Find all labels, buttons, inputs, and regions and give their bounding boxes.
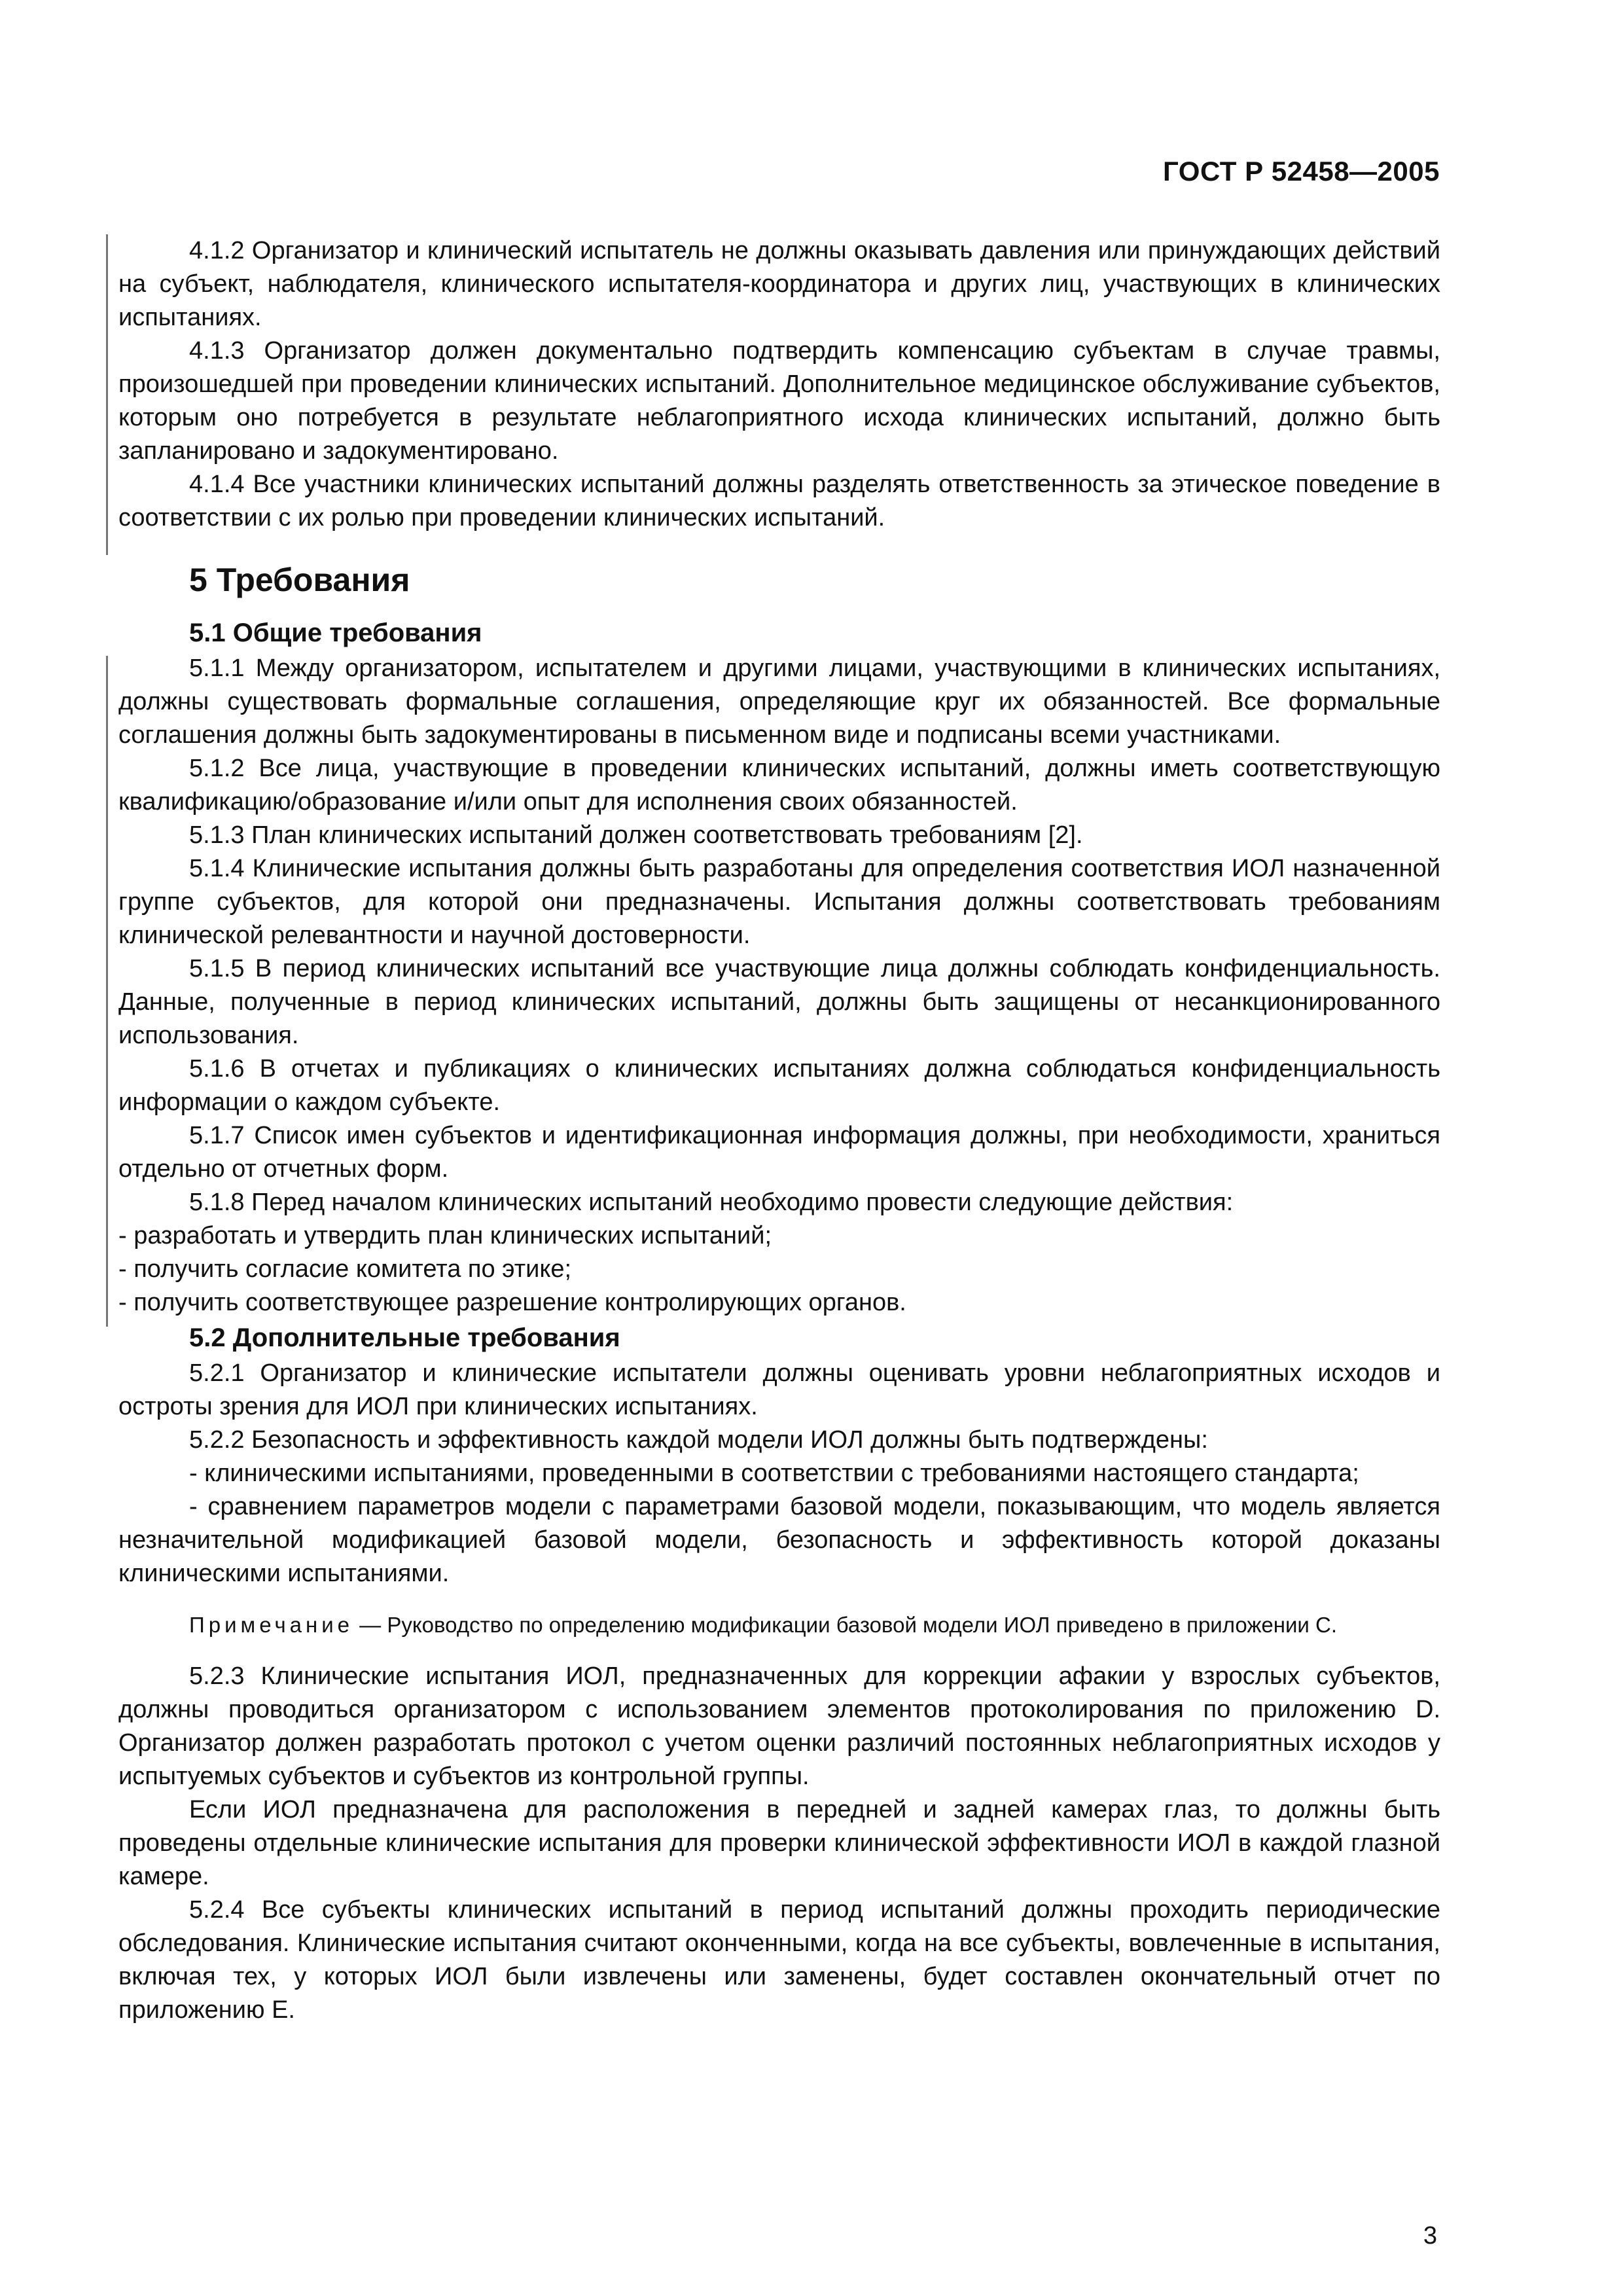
paragraph-5-1-8: 5.1.8 Перед началом клинических испытаний необходимо провести следующие действия:: [189, 1189, 1234, 1216]
note: [118, 1610, 1440, 1640]
list-item: - клиническими испытаниями, проведенными в соответствии с требованиями настоящего стандарта;: [189, 1460, 1359, 1487]
list-item: - разработать и утвердить план клинических испытаний;: [118, 1222, 772, 1249]
paragraph-4-1-4: 4.1.4 Все участники клинических испытаний должны разделять ответственность за этическое поведение в соответствии с их ролью при проведении клинических испытаний.: [118, 471, 1440, 531]
paragraph-4-1-3: 4.1.3 Организатор должен документально подтвердить компенсацию субъектам в случае травмы, произошедшей при проведении клинических испытаний. Дополнительное медицинское обслуживание субъектов, которым оно потребуется в результате неблагоприятного исхода клинических испытаний, должно быть запланировано и задокументировано.: [118, 337, 1440, 465]
paragraph-5-2-3: 5.2.3 Клинические испытания ИОЛ, предназначенных для коррекции афакии у взрослых субъектов, должны проводиться организатором с использованием элементов протоколирования по приложению D. Организатор должен разработать протокол с учетом оценки различий постоянных неблагоприятных исходов у испытуемых субъектов и субъектов из контрольной группы.: [118, 1662, 1440, 1790]
page-number: 3: [1423, 2222, 1437, 2250]
paragraph-5-1-1: 5.1.1 Между организатором, испытателем и другими лицами, участвующими в клинических испытаниях, должны существовать формальные соглашения, определяющие круг их обязанностей. Все формальные соглашения должны быть задокументированы в письменном виде и подписаны всеми участниками.: [118, 655, 1440, 749]
paragraph-4-1-2: 4.1.2 Организатор и клинический испытатель не должны оказывать давления или принуждающих действий на субъект, наблюдателя, клинического испытателя-координатора и других лиц, участвующих в клинических испытаниях.: [118, 237, 1440, 331]
note-label: Примечание: [189, 1613, 354, 1637]
paragraph-5-1-4: 5.1.4 Клинические испытания должны быть разработаны для определения соответствия ИОЛ назначенной группе субъектов, для которой они предназначены. Испытания должны соответствовать требованиям клинической релевантности и научной достоверности.: [118, 855, 1440, 949]
paragraph-5-2-4: 5.2.4 Все субъекты клинических испытаний в период испытаний должны проходить периодические обследования. Клинические испытания считают оконченными, когда на все субъекты, вовлеченные в испытания, включая тех, у которых ИОЛ были извлечены или заменены, будет составлен окончательный отчет по приложению Е.: [118, 1896, 1440, 2024]
subsection-title-5-2: 5.2 Дополнительные требования: [189, 1323, 620, 1352]
list-item: - получить согласие комитета по этике;: [118, 1255, 572, 1283]
list-item: - получить соответствующее разрешение контролирующих органов.: [118, 1289, 906, 1316]
paragraph-5-2-3-continued: Если ИОЛ предназначена для расположения в передней и задней камерах глаз, то должны быть проведены отдельные клинические испытания для проверки клинической эффективности ИОЛ в каждой глазной камере.: [118, 1796, 1440, 1890]
paragraph-5-1-3: 5.1.3 План клинических испытаний должен соответствовать требованиям [2].: [189, 821, 1083, 849]
paragraph-5-1-2: 5.1.2 Все лица, участвующие в проведении клинических испытаний, должны иметь соответствующую квалификацию/образование и/или опыт для исполнения своих обязанностей.: [118, 755, 1440, 816]
change-bar: [106, 234, 108, 555]
paragraph-5-1-6: 5.1.6 В отчетах и публикациях о клинических испытаниях должна соблюдаться конфиденциальность информации о каждом субъекте.: [118, 1055, 1440, 1116]
standard-code-header: ГОСТ Р 52458—2005: [1163, 156, 1440, 187]
paragraph-5-2-2: 5.2.2 Безопасность и эффективность каждой модели ИОЛ должны быть подтверждены:: [189, 1426, 1208, 1454]
document-body: [118, 234, 1440, 2027]
paragraph-5-1-7: 5.1.7 Список имен субъектов и идентификационная информация должны, при необходимости, храниться отдельно от отчетных форм.: [118, 1122, 1440, 1183]
change-bar: [106, 656, 108, 1327]
list-item: - сравнением параметров модели с параметрами базовой модели, показывающим, что модель является незначительной модификацией базовой модели, безопасность и эффективность которой доказаны клиническими испытаниями.: [118, 1493, 1440, 1587]
note-text: — Руководство по определению модификации базовой модели ИОЛ приведено в приложении С.: [353, 1613, 1338, 1637]
section-title-5: 5 Требования: [189, 562, 410, 598]
subsection-title-5-1: 5.1 Общие требования: [189, 619, 482, 647]
paragraph-5-2-1: 5.2.1 Организатор и клинические испытатели должны оценивать уровни неблагоприятных исходов и остроты зрения для ИОЛ при клинических испытаниях.: [118, 1359, 1440, 1420]
paragraph-5-1-5: 5.1.5 В период клинических испытаний все участвующие лица должны соблюдать конфиденциальность. Данные, полученные в период клинических испытаний, должны быть защищены от несанкционированного использования.: [118, 955, 1440, 1049]
